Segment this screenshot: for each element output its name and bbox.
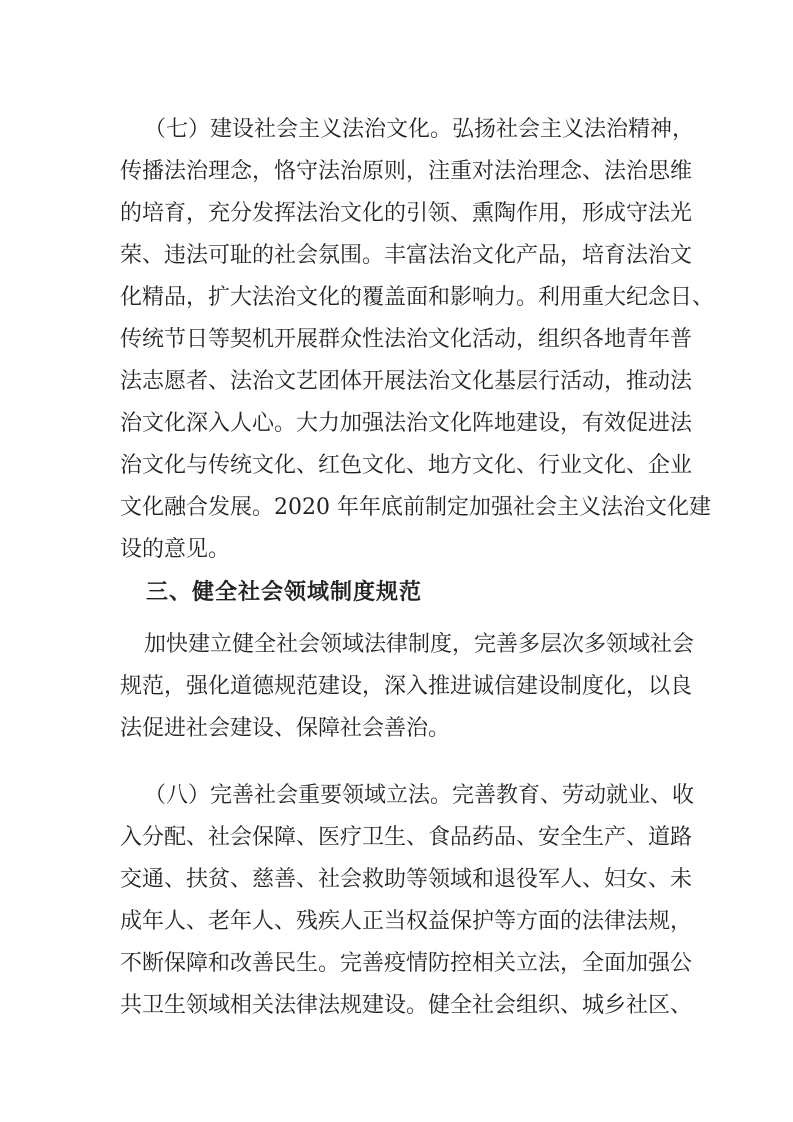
text-line: 成年人、老年人、残疾人正当权益保护等方面的法律法规， [120,909,693,934]
text-line: 共卫生领域相关法律法规建设。健全社会组织、城乡社区、 [120,993,693,1018]
text-line: 规范，强化道德规范建设，深入推进诚信建设制度化，以良 [120,674,693,699]
text-line: 交通、扶贫、慈善、社会救助等领域和退役军人、妇女、未 [120,867,693,892]
text-line: 治文化深入人心。大力加强法治文化阵地建设，有效促进法 [120,411,693,436]
text-line: 不断保障和改善民生。完善疫情防控相关立法，全面加强公 [120,951,693,976]
text-line: （七）建设社会主义法治文化。弘扬社会主义法治精神， [144,117,695,142]
text-line: 荣、违法可耻的社会氛围。丰富法治文化产品，培育法治文 [120,243,693,268]
text-line: 入分配、社会保障、医疗卫生、食品药品、安全生产、道路 [120,825,693,850]
section-heading: 三、健全社会领域制度规范 [146,579,423,605]
text-line: 加快建立健全社会领域法律制度，完善多层次多领域社会 [144,632,695,657]
text-line: 法促进社会建设、保障社会善治。 [120,716,451,741]
text-line: 设的意见。 [120,537,231,562]
text-line: 化精品，扩大法治文化的覆盖面和影响力。利用重大纪念日、 [120,285,715,310]
text-line: 传统节日等契机开展群众性法治文化活动，组织各地青年普 [120,327,693,352]
text-line: 法志愿者、法治文艺团体开展法治文化基层行活动，推动法 [120,369,693,394]
paragraph-rule-of-law-culture [120,109,715,571]
text-line: 文化融合发展。2020 年年底前制定加强社会主义法治文化建 [120,495,711,520]
text-line: 治文化与传统文化、红色文化、地方文化、行业文化、企业 [120,453,693,478]
text-line: 的培育，充分发挥法治文化的引领、熏陶作用，形成守法光 [120,201,693,226]
text-line: 传播法治理念，恪守法治原则，注重对法治理念、法治思维 [120,159,693,184]
text-line: （八）完善社会重要领域立法。完善教育、劳动就业、收 [144,783,695,808]
paragraph-section-intro [120,624,695,750]
paragraph-social-legislation [120,775,695,1027]
